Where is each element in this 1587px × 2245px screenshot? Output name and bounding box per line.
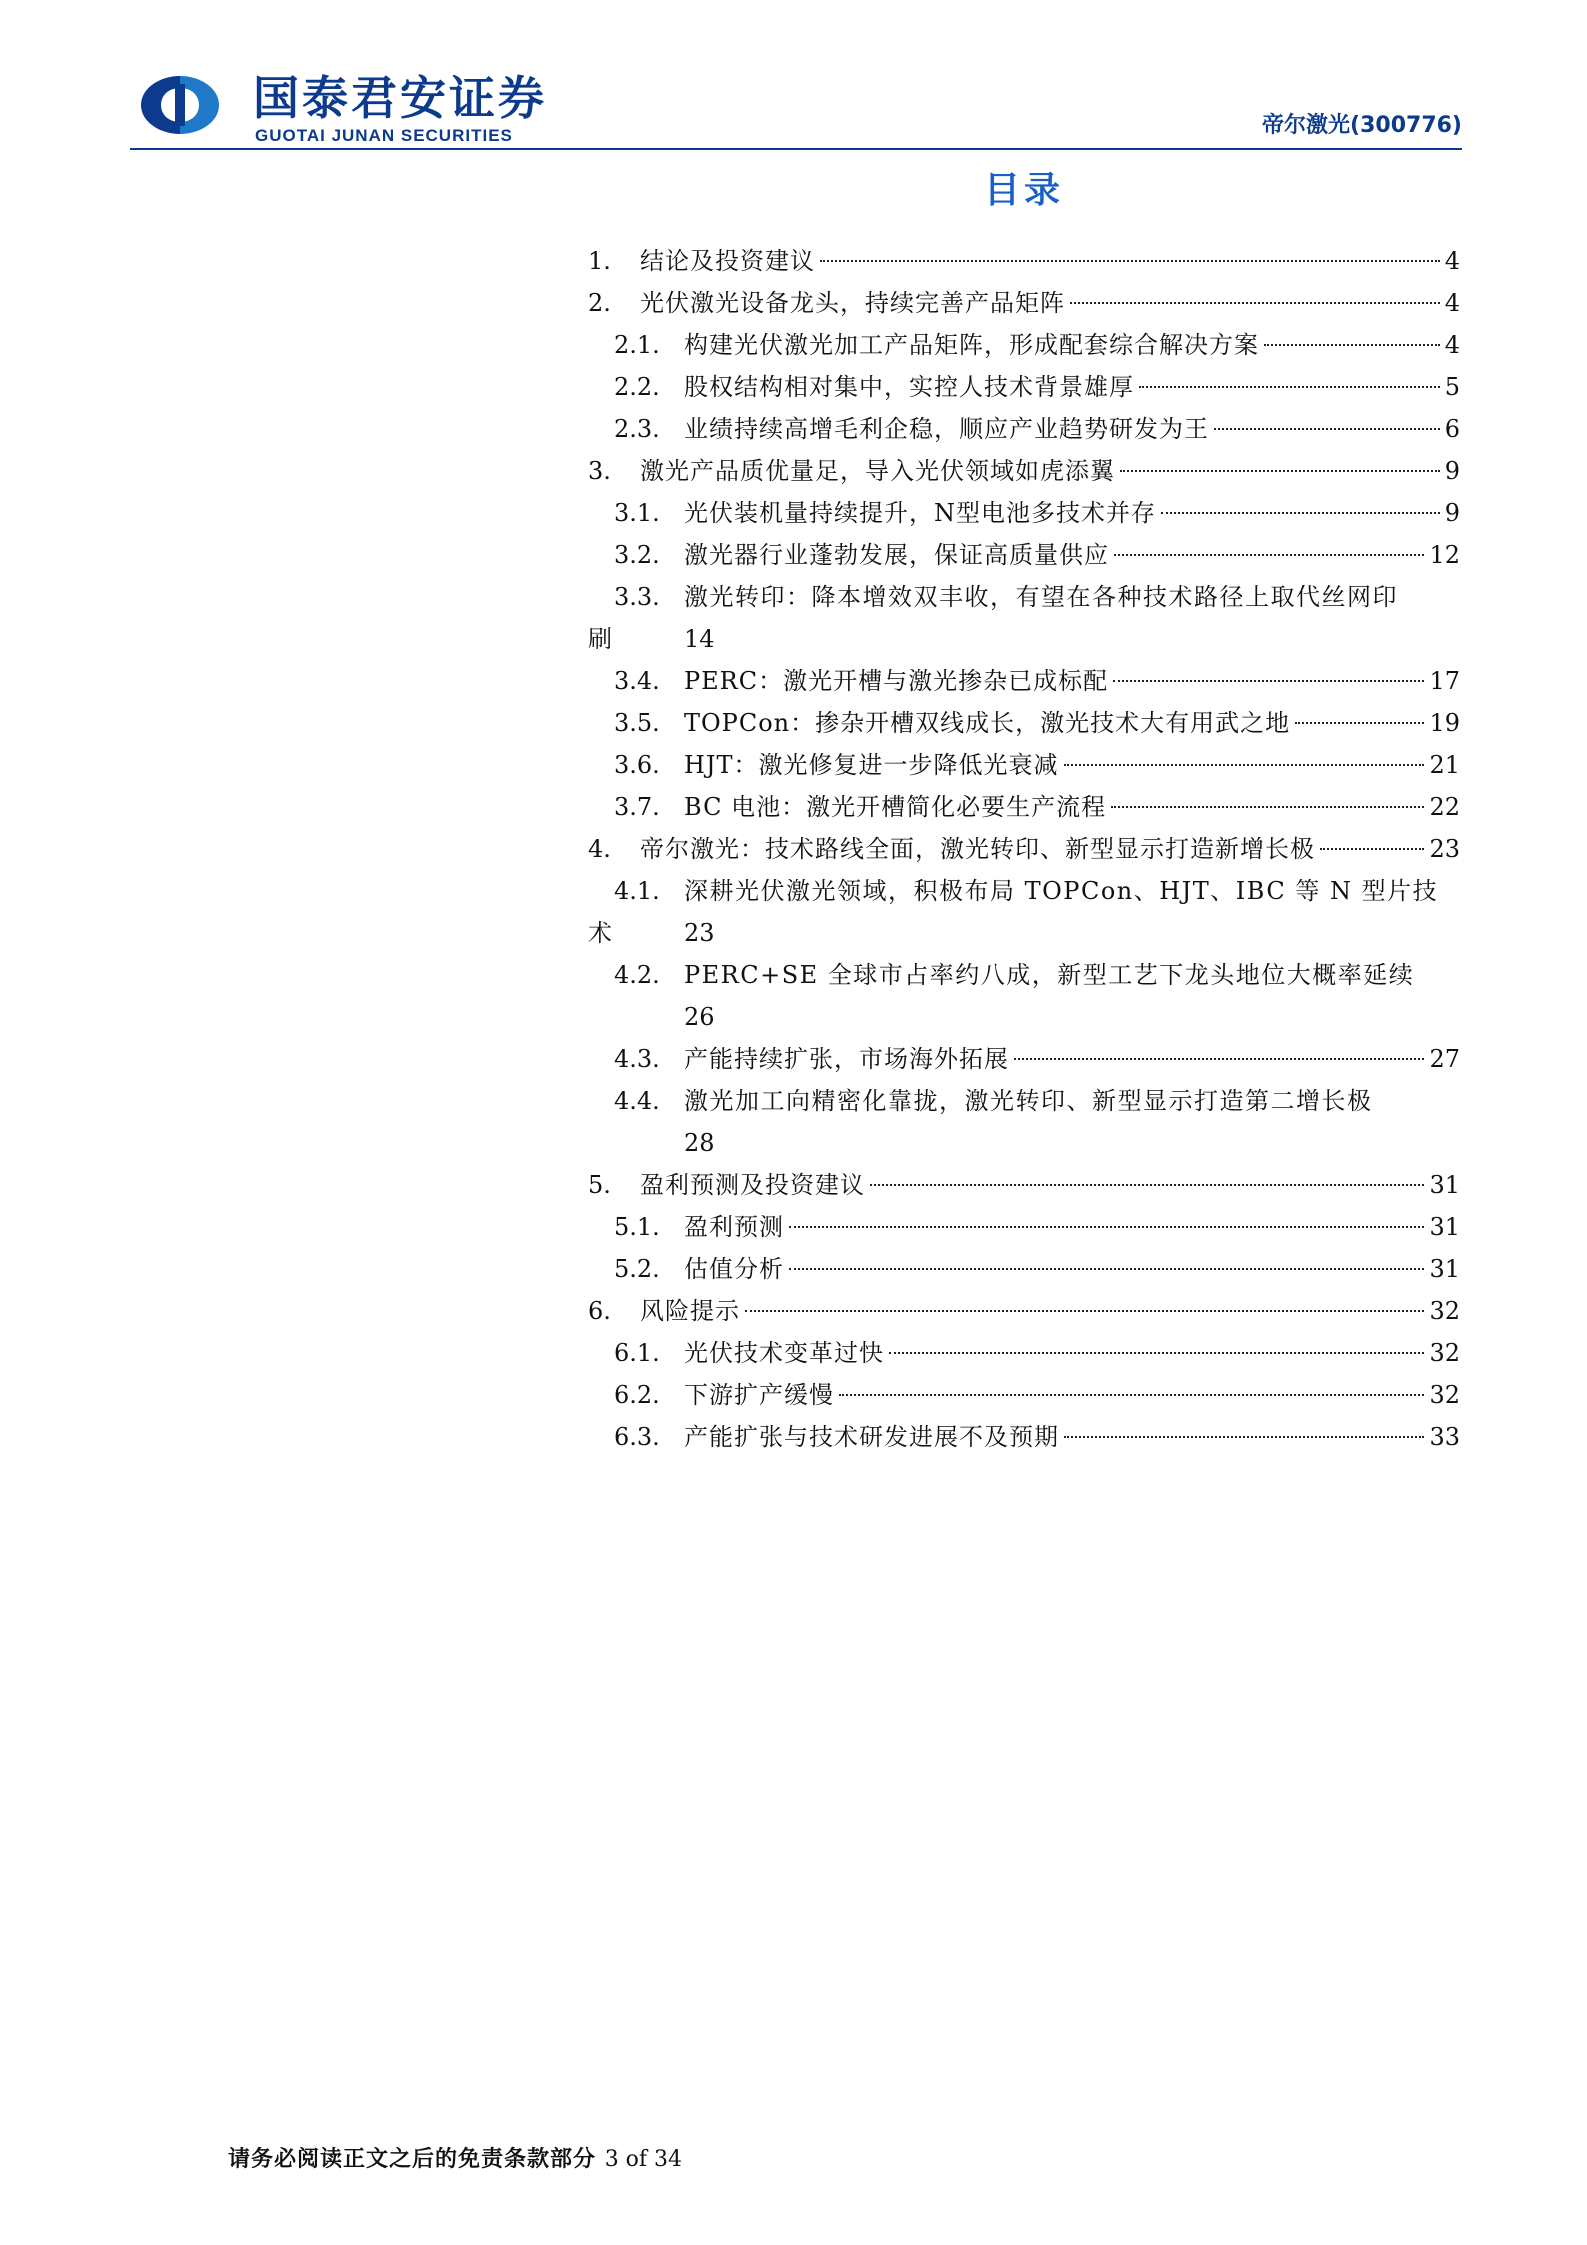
toc-leader <box>1111 806 1424 808</box>
toc-entry[interactable] <box>588 744 1460 786</box>
toc-entry-text: 下游扩产缓慢 <box>684 1381 834 1409</box>
toc-entry-page: 12 <box>1429 541 1460 569</box>
toc-entry-text: 盈利预测及投资建议 <box>640 1171 865 1199</box>
toc-entry-number: 6.2. <box>614 1381 660 1409</box>
toc-entry-text: PERC：激光开槽与激光掺杂已成标配 <box>684 667 1109 695</box>
toc-leader <box>1070 302 1440 304</box>
toc-entry-text: 光伏技术变革过快 <box>684 1339 884 1367</box>
toc-entry-text: 估值分析 <box>684 1255 784 1283</box>
toc-entry-text: 产能扩张与技术研发进展不及预期 <box>684 1423 1059 1451</box>
toc-entry[interactable] <box>588 786 1460 828</box>
toc-leader <box>1120 470 1440 472</box>
toc-entry-number: 4.2. <box>614 961 660 989</box>
toc-entry[interactable] <box>588 660 1460 702</box>
toc-leader <box>1295 722 1424 724</box>
toc-entry-text: 激光器行业蓬勃发展，保证高质量供应 <box>684 541 1109 569</box>
toc-leader <box>745 1310 1424 1312</box>
toc-entry[interactable] <box>588 324 1460 366</box>
table-of-contents <box>588 240 1460 1458</box>
toc-leader <box>889 1352 1424 1354</box>
toc-entry-text: 业绩持续高增毛利企稳，顺应产业趋势研发为王 <box>684 415 1209 443</box>
toc-entry-number: 3.1. <box>614 499 660 527</box>
toc-leader <box>870 1184 1424 1186</box>
toc-entry-page: 32 <box>1429 1339 1460 1367</box>
toc-entry-text: 构建光伏激光加工产品矩阵，形成配套综合解决方案 <box>684 331 1259 359</box>
toc-leader <box>1113 680 1424 682</box>
toc-entry-text: 激光加工向精密化靠拢，激光转印、新型显示打造第二增长极 <box>684 1087 1373 1115</box>
toc-entry-page: 31 <box>1429 1171 1460 1199</box>
toc-entry-number: 3.6. <box>614 751 660 779</box>
page-number: 3 of 34 <box>604 2147 683 2172</box>
toc-entry-text: 股权结构相对集中，实控人技术背景雄厚 <box>684 373 1134 401</box>
toc-entry-text: 产能持续扩张，市场海外拓展 <box>684 1045 1009 1073</box>
toc-entry-text: 激光转印：降本增效双丰收，有望在各种技术路径上取代丝网印 <box>684 583 1398 611</box>
toc-entry-page: 6 <box>1444 415 1460 443</box>
toc-entry-text: 光伏装机量持续提升，N型电池多技术并存 <box>684 499 1156 527</box>
toc-entry[interactable] <box>588 576 1460 660</box>
toc-entry-number: 3.4. <box>614 667 660 695</box>
toc-entry[interactable] <box>588 702 1460 744</box>
toc-entry[interactable] <box>588 408 1460 450</box>
toc-entry[interactable] <box>588 1290 1460 1332</box>
toc-entry[interactable] <box>588 1206 1460 1248</box>
stock-label: 帝尔激光(300776) <box>1262 113 1462 138</box>
brand-name-en: GUOTAI JUNAN SECURITIES <box>255 126 513 145</box>
toc-entry-page: 23 <box>684 919 715 947</box>
guotai-junan-logo-icon <box>135 74 225 136</box>
toc-leader <box>839 1394 1424 1396</box>
toc-leader <box>1014 1058 1424 1060</box>
toc-entry-number: 2.2. <box>614 373 660 401</box>
toc-entry-page: 31 <box>1429 1213 1460 1241</box>
toc-entry-page: 5 <box>1444 373 1460 401</box>
toc-entry-page: 4 <box>1444 331 1460 359</box>
toc-entry-page: 26 <box>684 1003 715 1031</box>
toc-leader <box>1320 848 1424 850</box>
toc-entry-number: 6. <box>588 1297 611 1325</box>
toc-entry-number: 2.3. <box>614 415 660 443</box>
toc-entry-number: 1. <box>588 247 611 275</box>
page-footer <box>228 2145 682 2174</box>
toc-entry-number: 5. <box>588 1171 611 1199</box>
toc-entry-number: 3.7. <box>614 793 660 821</box>
toc-leader <box>1214 428 1440 430</box>
toc-entry-text: 盈利预测 <box>684 1213 784 1241</box>
toc-entry-number: 4. <box>588 835 611 863</box>
toc-entry-text: 风险提示 <box>640 1297 740 1325</box>
toc-entry-text: 帝尔激光：技术路线全面，激光转印、新型显示打造新增长极 <box>640 835 1315 863</box>
toc-entry[interactable] <box>588 1248 1460 1290</box>
toc-leader <box>789 1268 1424 1270</box>
toc-entry-page: 28 <box>684 1129 715 1157</box>
toc-entry-text: HJT：激光修复进一步降低光衰减 <box>684 751 1059 779</box>
toc-entry-number: 6.1. <box>614 1339 660 1367</box>
toc-entry[interactable] <box>588 870 1460 954</box>
toc-entry-page: 23 <box>1429 835 1460 863</box>
toc-entry-page: 22 <box>1429 793 1460 821</box>
header-divider <box>130 148 1462 150</box>
toc-entry-text-continued: 刷 <box>588 625 613 653</box>
toc-entry-page: 19 <box>1429 709 1460 737</box>
toc-entry-text: 激光产品质优量足，导入光伏领域如虎添翼 <box>640 457 1115 485</box>
toc-entry-number: 4.3. <box>614 1045 660 1073</box>
toc-leader <box>1114 554 1424 556</box>
toc-leader <box>1139 386 1440 388</box>
toc-entry-number: 3.2. <box>614 541 660 569</box>
toc-entry-number: 4.1. <box>614 877 660 905</box>
toc-entry-text: 光伏激光设备龙头，持续完善产品矩阵 <box>640 289 1065 317</box>
toc-title: 目录 <box>983 170 1064 211</box>
toc-entry[interactable] <box>588 366 1460 408</box>
toc-entry[interactable] <box>588 1416 1460 1458</box>
toc-entry-text-continued: 术 <box>588 919 613 947</box>
toc-entry-text: PERC+SE 全球市占率约八成，新型工艺下龙头地位大概率延续 <box>684 961 1415 989</box>
toc-entry-number: 3. <box>588 457 611 485</box>
toc-entry[interactable] <box>588 240 1460 282</box>
toc-entry-number: 6.3. <box>614 1423 660 1451</box>
toc-entry-page: 17 <box>1429 667 1460 695</box>
toc-entry-text: TOPCon：掺杂开槽双线成长，激光技术大有用武之地 <box>684 709 1291 737</box>
toc-entry[interactable] <box>588 954 1460 1038</box>
toc-entry[interactable] <box>588 450 1460 492</box>
toc-leader <box>1264 344 1440 346</box>
brand-name-cn: 国泰君安证券 <box>253 71 547 125</box>
toc-entry-number: 3.5. <box>614 709 660 737</box>
toc-entry[interactable] <box>588 1332 1460 1374</box>
toc-entry-page: 21 <box>1429 751 1460 779</box>
toc-entry[interactable] <box>588 1164 1460 1206</box>
toc-leader <box>1064 764 1425 766</box>
toc-entry-number: 4.4. <box>614 1087 660 1115</box>
toc-entry-page: 32 <box>1429 1297 1460 1325</box>
toc-entry[interactable] <box>588 1374 1460 1416</box>
toc-entry[interactable] <box>588 534 1460 576</box>
toc-entry-page: 9 <box>1444 457 1460 485</box>
toc-entry-page: 4 <box>1444 247 1460 275</box>
page-header <box>130 68 1462 150</box>
toc-entry-page: 27 <box>1429 1045 1460 1073</box>
toc-leader <box>789 1226 1424 1228</box>
toc-entry-number: 2. <box>588 289 611 317</box>
toc-entry-number: 3.3. <box>614 583 660 611</box>
toc-entry[interactable] <box>588 828 1460 870</box>
toc-entry-number: 5.2. <box>614 1255 660 1283</box>
toc-entry-page: 9 <box>1444 499 1460 527</box>
toc-entry[interactable] <box>588 492 1460 534</box>
footer-disclaimer: 请务必阅读正文之后的免责条款部分 <box>228 2146 597 2172</box>
toc-entry[interactable] <box>588 282 1460 324</box>
toc-leader <box>820 260 1440 262</box>
toc-entry-number: 5.1. <box>614 1213 660 1241</box>
toc-entry-text: 深耕光伏激光领域，积极布局 TOPCon、HJT、IBC 等 N 型片技 <box>684 877 1439 905</box>
toc-entry-page: 31 <box>1429 1255 1460 1283</box>
toc-entry[interactable] <box>588 1038 1460 1080</box>
toc-entry-page: 4 <box>1444 289 1460 317</box>
toc-leader <box>1161 512 1440 514</box>
toc-entry[interactable] <box>588 1080 1460 1164</box>
toc-leader <box>1064 1436 1424 1438</box>
toc-entry-text: BC 电池：激光开槽简化必要生产流程 <box>684 793 1107 821</box>
toc-entry-page: 32 <box>1429 1381 1460 1409</box>
toc-entry-number: 2.1. <box>614 331 660 359</box>
toc-entry-page: 14 <box>684 625 715 653</box>
toc-entry-text: 结论及投资建议 <box>640 247 815 275</box>
toc-entry-page: 33 <box>1429 1423 1460 1451</box>
